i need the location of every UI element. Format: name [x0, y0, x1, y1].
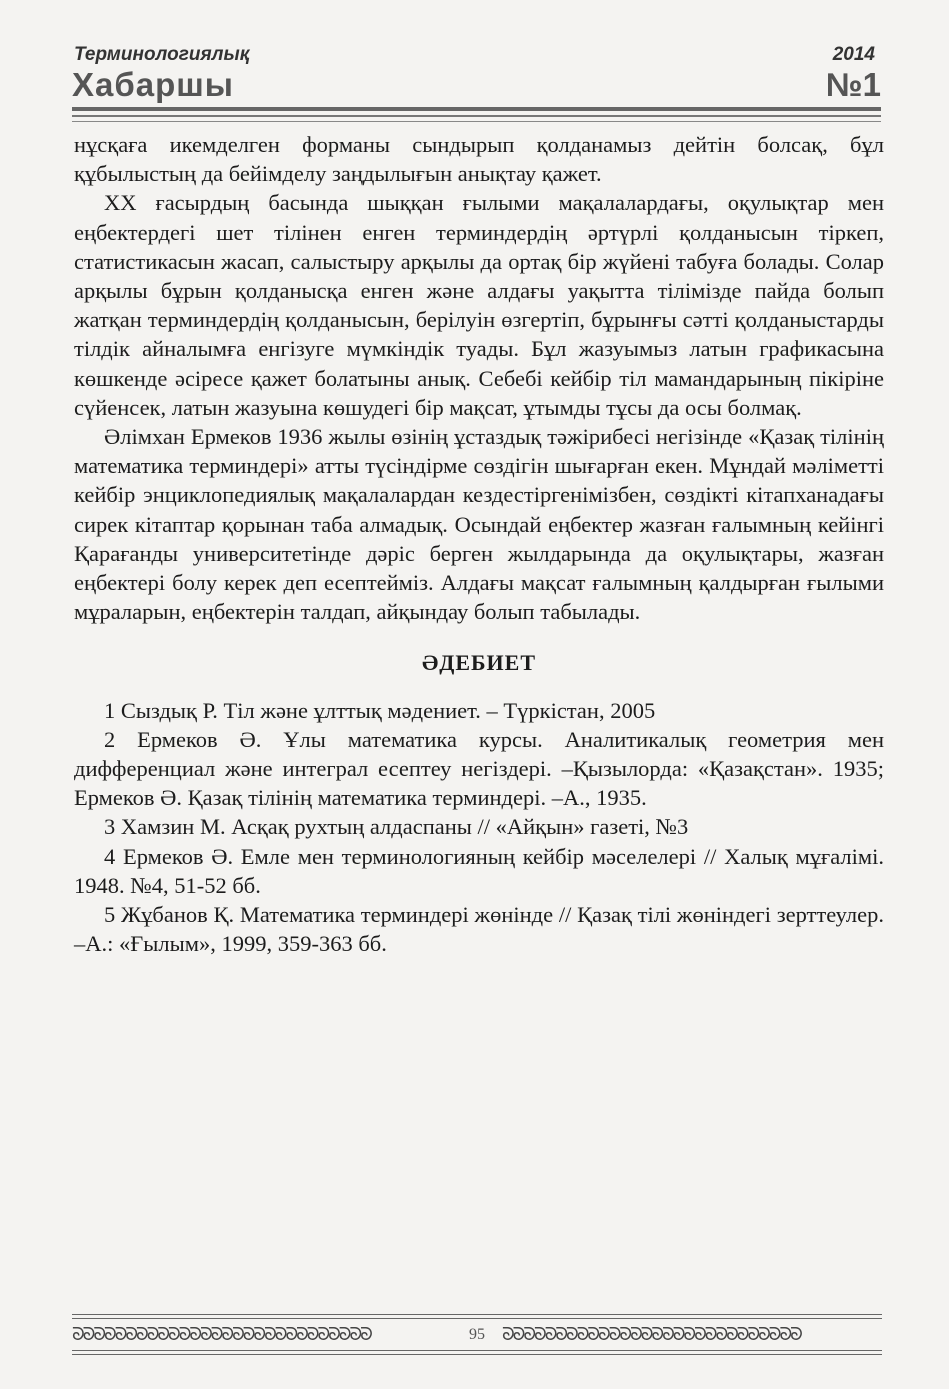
reference-item: 5 Жұбанов Қ. Математика терминдері жөнінде // Қазақ тілі жөніндегі зерттеулер. –А.: «Ғылым», 1999, 359-363 бб.	[74, 902, 884, 957]
header-divider-medium	[72, 115, 881, 117]
journal-title-line1: Терминологиялық	[74, 44, 250, 65]
wave-scroll-ornament-icon: ᘐᘐᘐᘐᘐᘐᘐᘐᘐᘐᘐᘐᘐᘐᘐᘐᘐᘐᘐᘐᘐᘐᘐᘐᘐᘐᘐᘐ	[502, 1324, 801, 1345]
body-paragraph: нұсқаға икемделген форманы сындырып қолданамыз дейтін болсақ, бұл құбылыстың да бейімделу заңдылығын анықтау қажет.	[74, 132, 884, 187]
reference-item: 4 Ермеков Ә. Емле мен терминологияның кейбір мәселелері // Халық мұғалімі. 1948. №4, 51-52 бб.	[74, 843, 884, 898]
journal-issue: №1	[825, 66, 881, 103]
reference-item: 1 Сыздық Р. Тіл және ұлттық мәдениет. – Түркістан, 2005	[104, 697, 656, 723]
journal-title-line2: Хабаршы	[72, 66, 234, 103]
header-divider-thin	[72, 121, 881, 122]
reference-item: 2 Ермеков Ә. Ұлы математика курсы. Аналитикалық геометрия мен дифференциал және интеграл есептеу негіздері. –Қызылорда: «Қазақстан». 1935; Ермеков Ә. Қазақ тілінің математика терминдері. –А., 1935.	[74, 726, 884, 811]
reference-item: 3 Хамзин М. Асқақ рухтың алдаспаны // «Айқын» газеті, №3	[104, 814, 689, 840]
footer-divider-top-second	[72, 1318, 882, 1319]
references-heading: ӘДЕБИЕТ	[421, 650, 537, 676]
body-paragraph: XX ғасырдың басында шыққан ғылыми мақалалардағы, оқулықтар мен еңбектердегі шет тілінен енген терминдердің әртүрлі қолданысын тіркеп, статистикасын жасап, салыстыру арқылы да ортақ бір жүйені табуға болады. Солар арқылы бұрын қолданысқа енген және алдағы уақытта тілімізде пайда болып жатқан терминдердің қолданысын, берілуін өзгертіп, бұрынғы сәтті қолданыстарды тілдік айналымға енгізуге мүмкіндік туады. Бұл жазуымыз латын графикасына көшкенде әсіресе қажет болатыны анық. Себебі кейбір тіл мамандарының пікіріне сүйенсек, латын жазуына көшудегі бір мақсат, ұтымды тұсы да осы болмақ.	[74, 190, 884, 420]
article-body	[74, 130, 884, 958]
body-paragraph: Әлімхан Ермеков 1936 жылы өзінің ұстаздық тәжірибесі негізінде «Қазақ тілінің математика терминдері» атты түсіндірме сөздігін шығарған екен. Мұндай мәліметті кейбір энциклопедиялық мақалалардан кездестіргенімізбен, сөздікті кітапханадағы сирек кітаптар қорынан таба алмадық. Осындай еңбектер жазған ғалымның кейінгі Қарағанды университетінде дәріс берген жылдарында да оқулықтары, жазған еңбектері болу керек деп есептейміз. Алдағы мақсат ғалымның қалдырған ғылыми мұраларын, еңбектерін талдап, айқындау болып табылады.	[74, 424, 884, 625]
footer-divider-top	[72, 1314, 882, 1315]
footer-divider-bottom-second	[72, 1354, 882, 1355]
footer-divider-bottom	[72, 1350, 882, 1351]
header-divider-thick	[72, 107, 881, 111]
page-number: 95	[469, 1326, 485, 1343]
page-footer	[72, 1314, 882, 1354]
wave-scroll-ornament-icon: ᘐᘐᘐᘐᘐᘐᘐᘐᘐᘐᘐᘐᘐᘐᘐᘐᘐᘐᘐᘐᘐᘐᘐᘐᘐᘐᘐᘐ	[72, 1324, 371, 1345]
journal-year: 2014	[832, 44, 875, 65]
references-list	[74, 696, 884, 959]
